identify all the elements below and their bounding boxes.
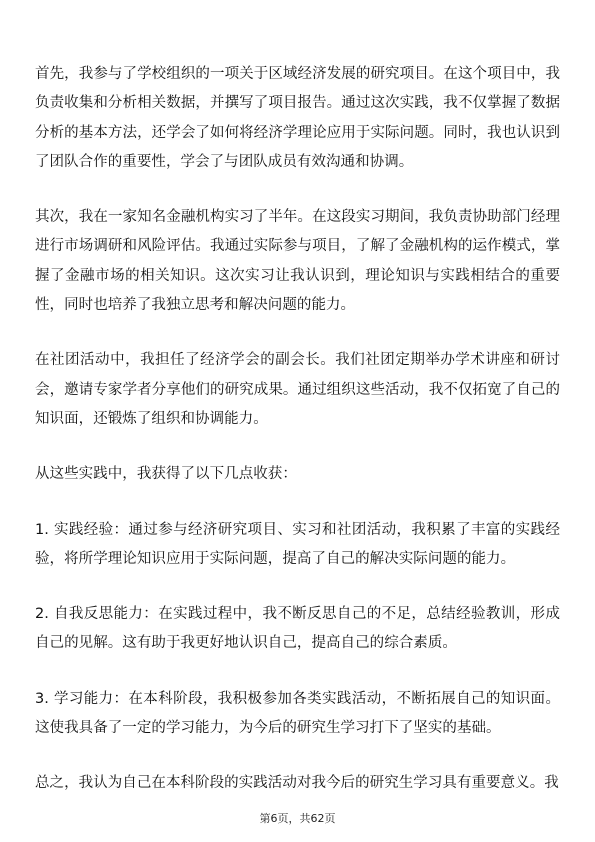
paragraph-club-activity: 在社团活动中，我担任了经济学会的副会长。我们社团定期举办学术讲座和研讨会，邀请专家学者分享他们的研究成果。通过组织这些活动，我不仅拓宽了自己的知识面，还锻炼了组织和协调能力。: [35, 352, 560, 427]
page-number-footer: 第6页，共62页: [259, 812, 336, 825]
list-item-practical-experience: 1. 实践经验：通过参与经济研究项目、实习和社团活动，我积累了丰富的实践经验，将所学理论知识应用于实际问题，提高了自己的解决实际问题的能力。: [35, 521, 560, 567]
document-body: [35, 60, 560, 799]
paragraph-research-project: 首先，我参与了学校组织的一项关于区域经济发展的研究项目。在这个项目中，我负责收集和分析相关数据，并撰写了项目报告。通过这次实践，我不仅掌握了数据分析的基本方法，还学会了如何将经济学理论应用于实际问题。同时，我也认识到了团队合作的重要性，学会了与团队成员有效沟通和协调。: [35, 66, 560, 170]
list-item-learning-ability: 3. 学习能力：在本科阶段，我积极参加各类实践活动，不断拓展自己的知识面。这使我具备了一定的学习能力，为今后的研究生学习打下了坚实的基础。: [35, 690, 560, 737]
paragraph-internship: 其次，我在一家知名金融机构实习了半年。在这段实习期间，我负责协助部门经理进行市场调研和风险评估。我通过实际参与项目，了解了金融机构的运作模式，掌握了金融市场的相关知识。这次实习让我认识到，理论知识与实践相结合的重要性，同时也培养了我独立思考和解决问题的能力。: [35, 209, 560, 314]
list-item-self-reflection: 2. 自我反思能力：在实践过程中，我不断反思自己的不足，总结经验教训，形成自己的见解。这有助于我更好地认识自己，提高自己的综合素质。: [35, 606, 560, 652]
paragraph-conclusion: 总之，我认为自己在本科阶段的实践活动对我今后的研究生学习具有重要意义。我: [35, 775, 559, 792]
paragraph-gains-intro: 从这些实践中，我获得了以下几点收获：: [35, 466, 297, 483]
